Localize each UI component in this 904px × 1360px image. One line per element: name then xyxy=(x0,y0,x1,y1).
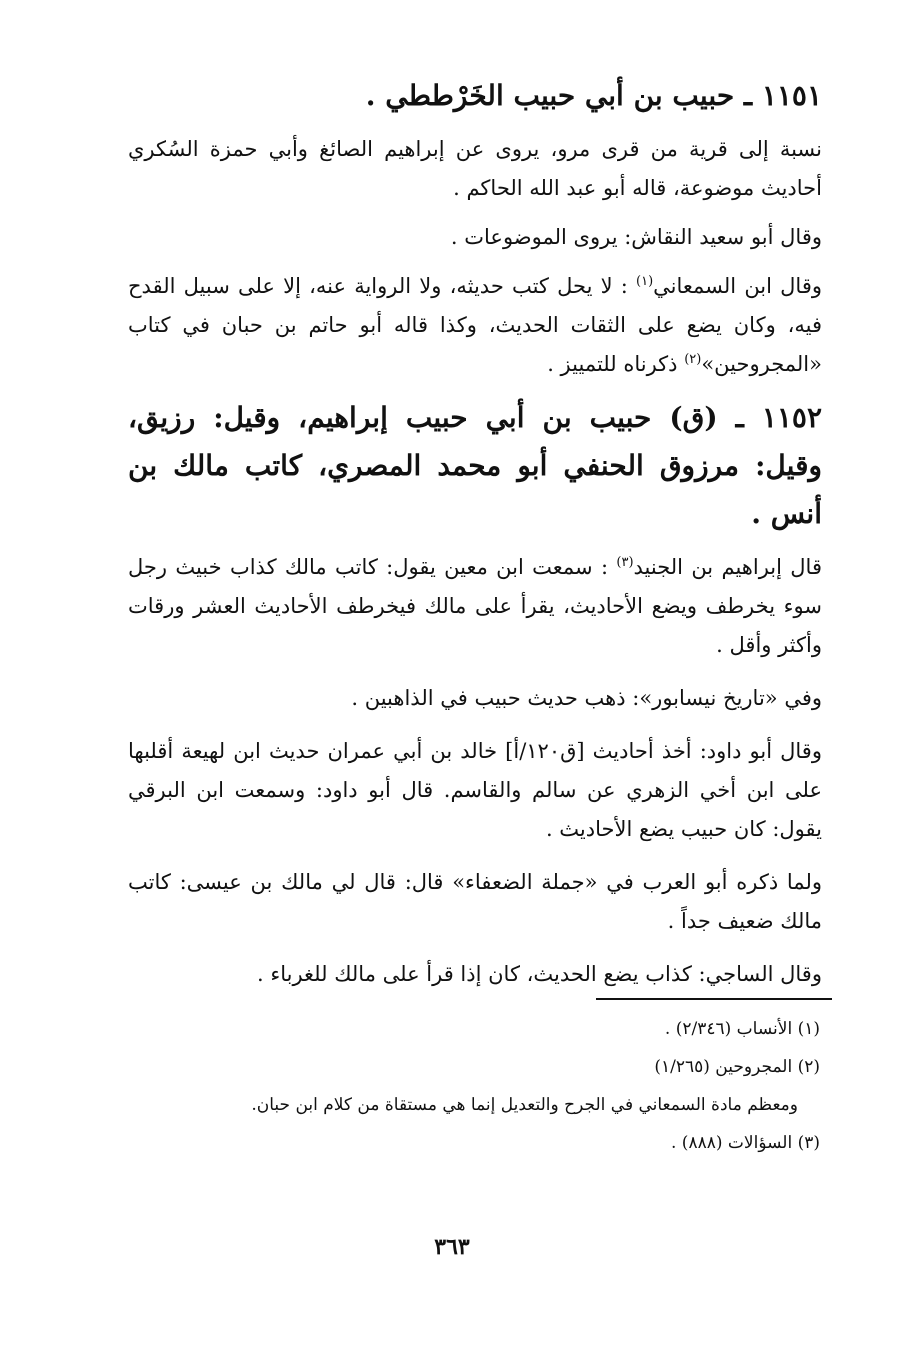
paragraph-1152-abu-dawud: وقال أبو داود: أخذ أحاديث [ق١٢٠/أ] خالد بن أبي عمران حديث ابن لهيعة أقلبها على ابن أخي الزهري عن سالم والقاسم. قال أبو داود: وسمعت ابن البرقي يقول: كان حبيب يضع الأحاديث . xyxy=(128,739,822,841)
paragraph-text: : لا يحل كتب حديثه، ولا الرواية عنه، إلا على سبيل القدح فيه، وكان يضع على الثقات الحديث، وكذا قاله أبو حاتم بن حبان في كتاب «المجروحين» xyxy=(128,274,822,376)
footnote-3: (٣) السؤالات (٨٨٨) . xyxy=(671,1133,820,1153)
footnote-ref-1: (١) xyxy=(636,274,654,289)
entry-heading-1151: ١١٥١ ـ حبيب بن أبي حبيب الخَرْططي . xyxy=(365,79,822,112)
paragraph-1152-abu-al-arab: ولما ذكره أبو العرب في «جملة الضعفاء» قال: قال لي مالك بن عيسى: كاتب مالك ضعيف جداً . xyxy=(128,870,822,933)
footnote-1: (١) الأنساب (٢/٣٤٦) . xyxy=(664,1019,820,1039)
footnote-ref-2: (٢) xyxy=(684,352,702,367)
footnotes xyxy=(120,1012,820,1164)
footnote-ref-3: (٣) xyxy=(616,555,634,570)
paragraph-text: ذكرناه للتمييز . xyxy=(547,352,685,376)
footnote-2-continued: ومعظم مادة السمعاني في الجرح والتعديل إنما هي مستقاة من كلام ابن حبان. xyxy=(251,1095,798,1115)
paragraph-1152-saji: وقال الساجي: كذاب يضع الحديث، كان إذا قرأ على مالك للغرباء . xyxy=(257,962,822,986)
main-text xyxy=(128,72,822,994)
entry-heading-1152: ١١٥٢ ـ (ق) حبيب بن أبي حبيب إبراهيم، وقيل: رزيق، وقيل: مرزوق الحنفي أبو محمد المصري، كاتب مالك بن أنس . xyxy=(128,401,822,530)
paragraph-text: وقال ابن السمعاني xyxy=(653,274,822,298)
paragraph-text: : سمعت ابن معين يقول: كاتب مالك كذاب خبيث رجل سوء يخرطف ويضع الأحاديث، يقرأ على مالك فيخرطف الأحاديث العشر ورقات وأكثر وأقل . xyxy=(128,555,822,657)
footnote-2: (٢) المجروحين (١/٢٦٥) xyxy=(654,1057,820,1077)
footnote-separator xyxy=(596,998,832,1000)
paragraph-1151-nisba: نسبة إلى قرية من قرى مرو، يروى عن إبراهيم الصائغ وأبي حمزة السُكري أحاديث موضوعة، قاله أبو عبد الله الحاكم . xyxy=(128,137,822,200)
paragraph-text: قال إبراهيم بن الجنيد xyxy=(633,555,822,579)
paragraph-1152-ibn-junayd xyxy=(128,548,822,665)
paragraph-1151-samani xyxy=(128,267,822,384)
page-number: ٣٦٣ xyxy=(434,1234,470,1260)
paragraph-1152-nishapur: وفي «تاريخ نيسابور»: ذهب حديث حبيب في الذاهبين . xyxy=(351,686,822,710)
paragraph-1151-naqqash: وقال أبو سعيد النقاش: يروى الموضوعات . xyxy=(450,225,822,249)
